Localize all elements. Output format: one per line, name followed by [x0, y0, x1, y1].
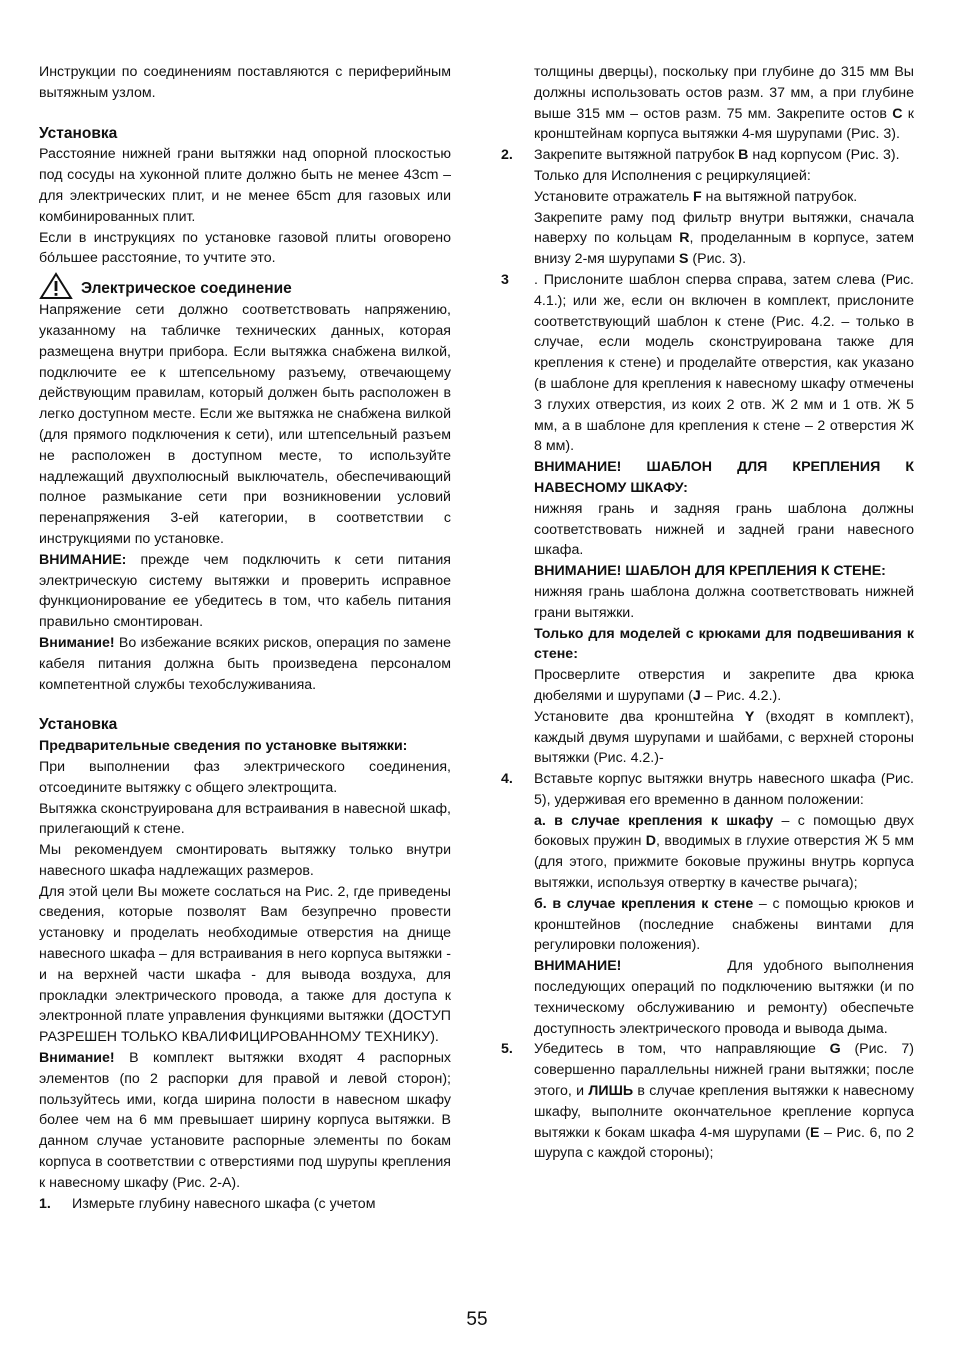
- right-column: [501, 62, 918, 1164]
- section-title-installation: Установка: [39, 124, 118, 142]
- paragraph: При выполнении фаз электрического соединения, отсоедините вытяжку с общего электрощита.: [39, 758, 451, 796]
- paragraph: ВНИМАНИЕ: прежде чем подключить к сети питания электрическую систему вытяжки и проверить исправное функционирование ее убедитесь в том, что кабель питания правильно смонтирован.: [39, 551, 451, 631]
- paragraph: Внимание! Во избежание всяких рисков, операция по замене кабеля питания должна быть произведена персоналом компетентной службы техобслуживанияа.: [39, 634, 451, 693]
- paragraph: Внимание! В комплект вытяжки входят 4 распорных элементов (по 2 распорки для правой и левой сторон); пользуйтесь ими, когда ширина полости в навесном шкафу более чем на 6 мм превышает ширину корпуса вытяжки. В данном случае установите распорные элементы по бокам корпуса в соответствии с отверстиями под шурупы крепления к навесному шкафу (Рис. 2-А).: [39, 1050, 451, 1191]
- paragraph: Закрепите раму под фильтр внутри вытяжки, сначала наверху по кольцам R, проделанным в корпусе, затем внизу 2-мя шурупами S (Рис. 3).: [534, 209, 914, 268]
- list-item-2: 2. Закрепите вытяжной патрубок B над корпусом (Рис. 3).: [501, 147, 900, 164]
- list-item-1: 1. Измерьте глубину навесного шкафа (с учетом: [39, 1195, 376, 1212]
- warning-heading: ВНИМАНИЕ! ШАБЛОН ДЛЯ КРЕПЛЕНИЯ К СТЕНЕ:: [534, 563, 886, 580]
- paragraph: а. в случае крепления к шкафу – с помощью двух боковых пружин D, вводимых в глухие отверстия Ж 5 мм (для этого, прижмите боковые пружины внутрь корпуса вытяжки, используя отвертку в качестве рычага);: [534, 812, 914, 892]
- subheading: Только для моделей с крюками для подвешивания к стене:: [534, 625, 914, 663]
- list-item-4: 4. Вставьте корпус вытяжки внутрь навесного шкафа (Рис. 5), удерживая его временно в данном положении:: [501, 771, 914, 808]
- paragraph: Установите два кронштейна Y (входят в комплект), каждый двумя шурупами и шайбами, с верхней стороны вытяжки (Рис. 4.2.)-: [534, 708, 914, 767]
- electrical-heading: [39, 269, 451, 300]
- paragraph: Вытяжка сконструирована для встраивания в навесной шкаф, прилегающий к стене.: [39, 800, 451, 838]
- paragraph: б. в случае крепления к стене – с помощью крюков и кронштейнов (последние снабжены винтами для регулировки положения).: [534, 895, 915, 954]
- paragraph: нижняя грань шаблона должна соответствовать нижней грани вытяжки.: [534, 583, 914, 621]
- left-column: [39, 62, 451, 1214]
- list-item-1-continued: толщины дверцы), поскольку при глубине до 315 мм Вы должны использовать остов разм. 37 мм, а при глубине выше 315 мм – остов разм. 75 мм. Закрепите остов C к кронштейнам корпуса вытяжки 4-мя шурупами (Рис. 3).: [534, 64, 914, 143]
- section-title-electrical: Электрическое соединение: [81, 280, 292, 298]
- paragraph: Расстояние нижней грани вытяжки над опорной плоскостью под сосуды на хуконной плите должно быть не менее 43cm – для электрических плит, и не менее 65cm для газовых или комбинированных плит.: [39, 146, 451, 225]
- page-number: 55: [466, 1309, 488, 1330]
- paragraph: Просверлите отверстия и закрепите два крюка дюбелями и шурупами (J – Рис. 4.2.).: [534, 667, 914, 704]
- section-title-installation-2: Установка: [39, 716, 118, 734]
- paragraph: Только для Исполнения с рециркуляцией:: [534, 167, 811, 184]
- warning-triangle-icon: [39, 272, 73, 300]
- paragraph: нижняя грань и задняя грань шаблона должны соответствовать нижней и задней грани навесного шкафа.: [534, 500, 914, 559]
- list-item-3: 3 . Прислоните шаблон сперва справа, затем слева (Рис. 4.1.); или же, если он включен в комплект, прислоните соответствующий шаблон к стене (Рис. 4.2. – только в случае, если модель сконструирована также для крепления к стене) и проделайте отверстия, как указано (в шаблоне для крепления к навесному шкафу отмечены 3 глухих отверстия, из коих 2 отв. Ж 2 мм и 1 отв. Ж 5 мм, а в шаблоне для крепления к стене – 2 отверстия Ж 8 мм).: [501, 271, 914, 455]
- subheading: Предварительные сведения по установке вытяжки:: [39, 738, 408, 755]
- paragraph: Для этой цели Вы можете сослаться на Рис. 2, где приведены сведения, которые позволят Вам безупречно провести установку и проделать необходимые отверстия на днище навесного шкафа – для встраивания в него корпуса вытяжки - и на верхней части шкафа - для вывода воздуха, для прокладки электрического провода, а также для доступа к электронной плате управления функциями вытяжки (ДОСТУП РАЗРЕШЕН ТОЛЬКО КВАЛИФИЦИРОВАННОМУ ТЕХНИКУ).: [39, 883, 451, 1046]
- warning-heading: ВНИМАНИЕ! ШАБЛОН ДЛЯ КРЕПЛЕНИЯ К НАВЕСНОМУ ШКАФУ:: [534, 459, 914, 496]
- paragraph: Мы рекомендуем смонтировать вытяжку только внутри навесного шкафа надлежащих размеров.: [39, 842, 451, 879]
- intro-text: Инструкции по соединениям поставляются с периферийным вытяжным узлом.: [39, 64, 451, 101]
- paragraph: ВНИМАНИЕ! Для удобного выполнения последующих операций по подключению вытяжки (и по техническому обслуживанию и ремонту) обеспечьте доступность электрического провода и вывода дыма.: [534, 958, 918, 1037]
- paragraph: Установите отражатель F на вытяжной патрубок.: [534, 188, 858, 205]
- paragraph: Напряжение сети должно соответствовать напряжению, указанному на табличке технических данных, которая размещена внутри прибора. Если вытяжка снабжена вилкой, подключите ее к штепсельному разъему, отвечающему действующим правилам, который должен быть расположен в легко доступном месте. Если же вытяжка не снабжена вилкой (для прямого подключения к сети), или штепсельный разъем не расположен в доступном месте, то используйте надлежащий двухполюсный выключатель, обеспечивающий полное размыкание сети при возникновении условий перенапряжения 3-ей категории, в соответствии с инструкциями по установке.: [39, 302, 451, 547]
- paragraph: Если в инструкциях по установке газовой плиты оговорено бо́льшее расстояние, то учтите это.: [39, 229, 451, 267]
- list-item-5: 5. Убедитесь в том, что направляющие G (Рис. 7) совершенно параллельны нижней грани вытяжки; после этого, и ЛИШЬ в случае крепления вытяжки к навесному шкафу, выполните окончательное крепление корпуса вытяжки к бокам шкафа 4-мя шурупами (E – Рис. 6, по 2 шурупа с каждой стороны);: [501, 1041, 914, 1162]
